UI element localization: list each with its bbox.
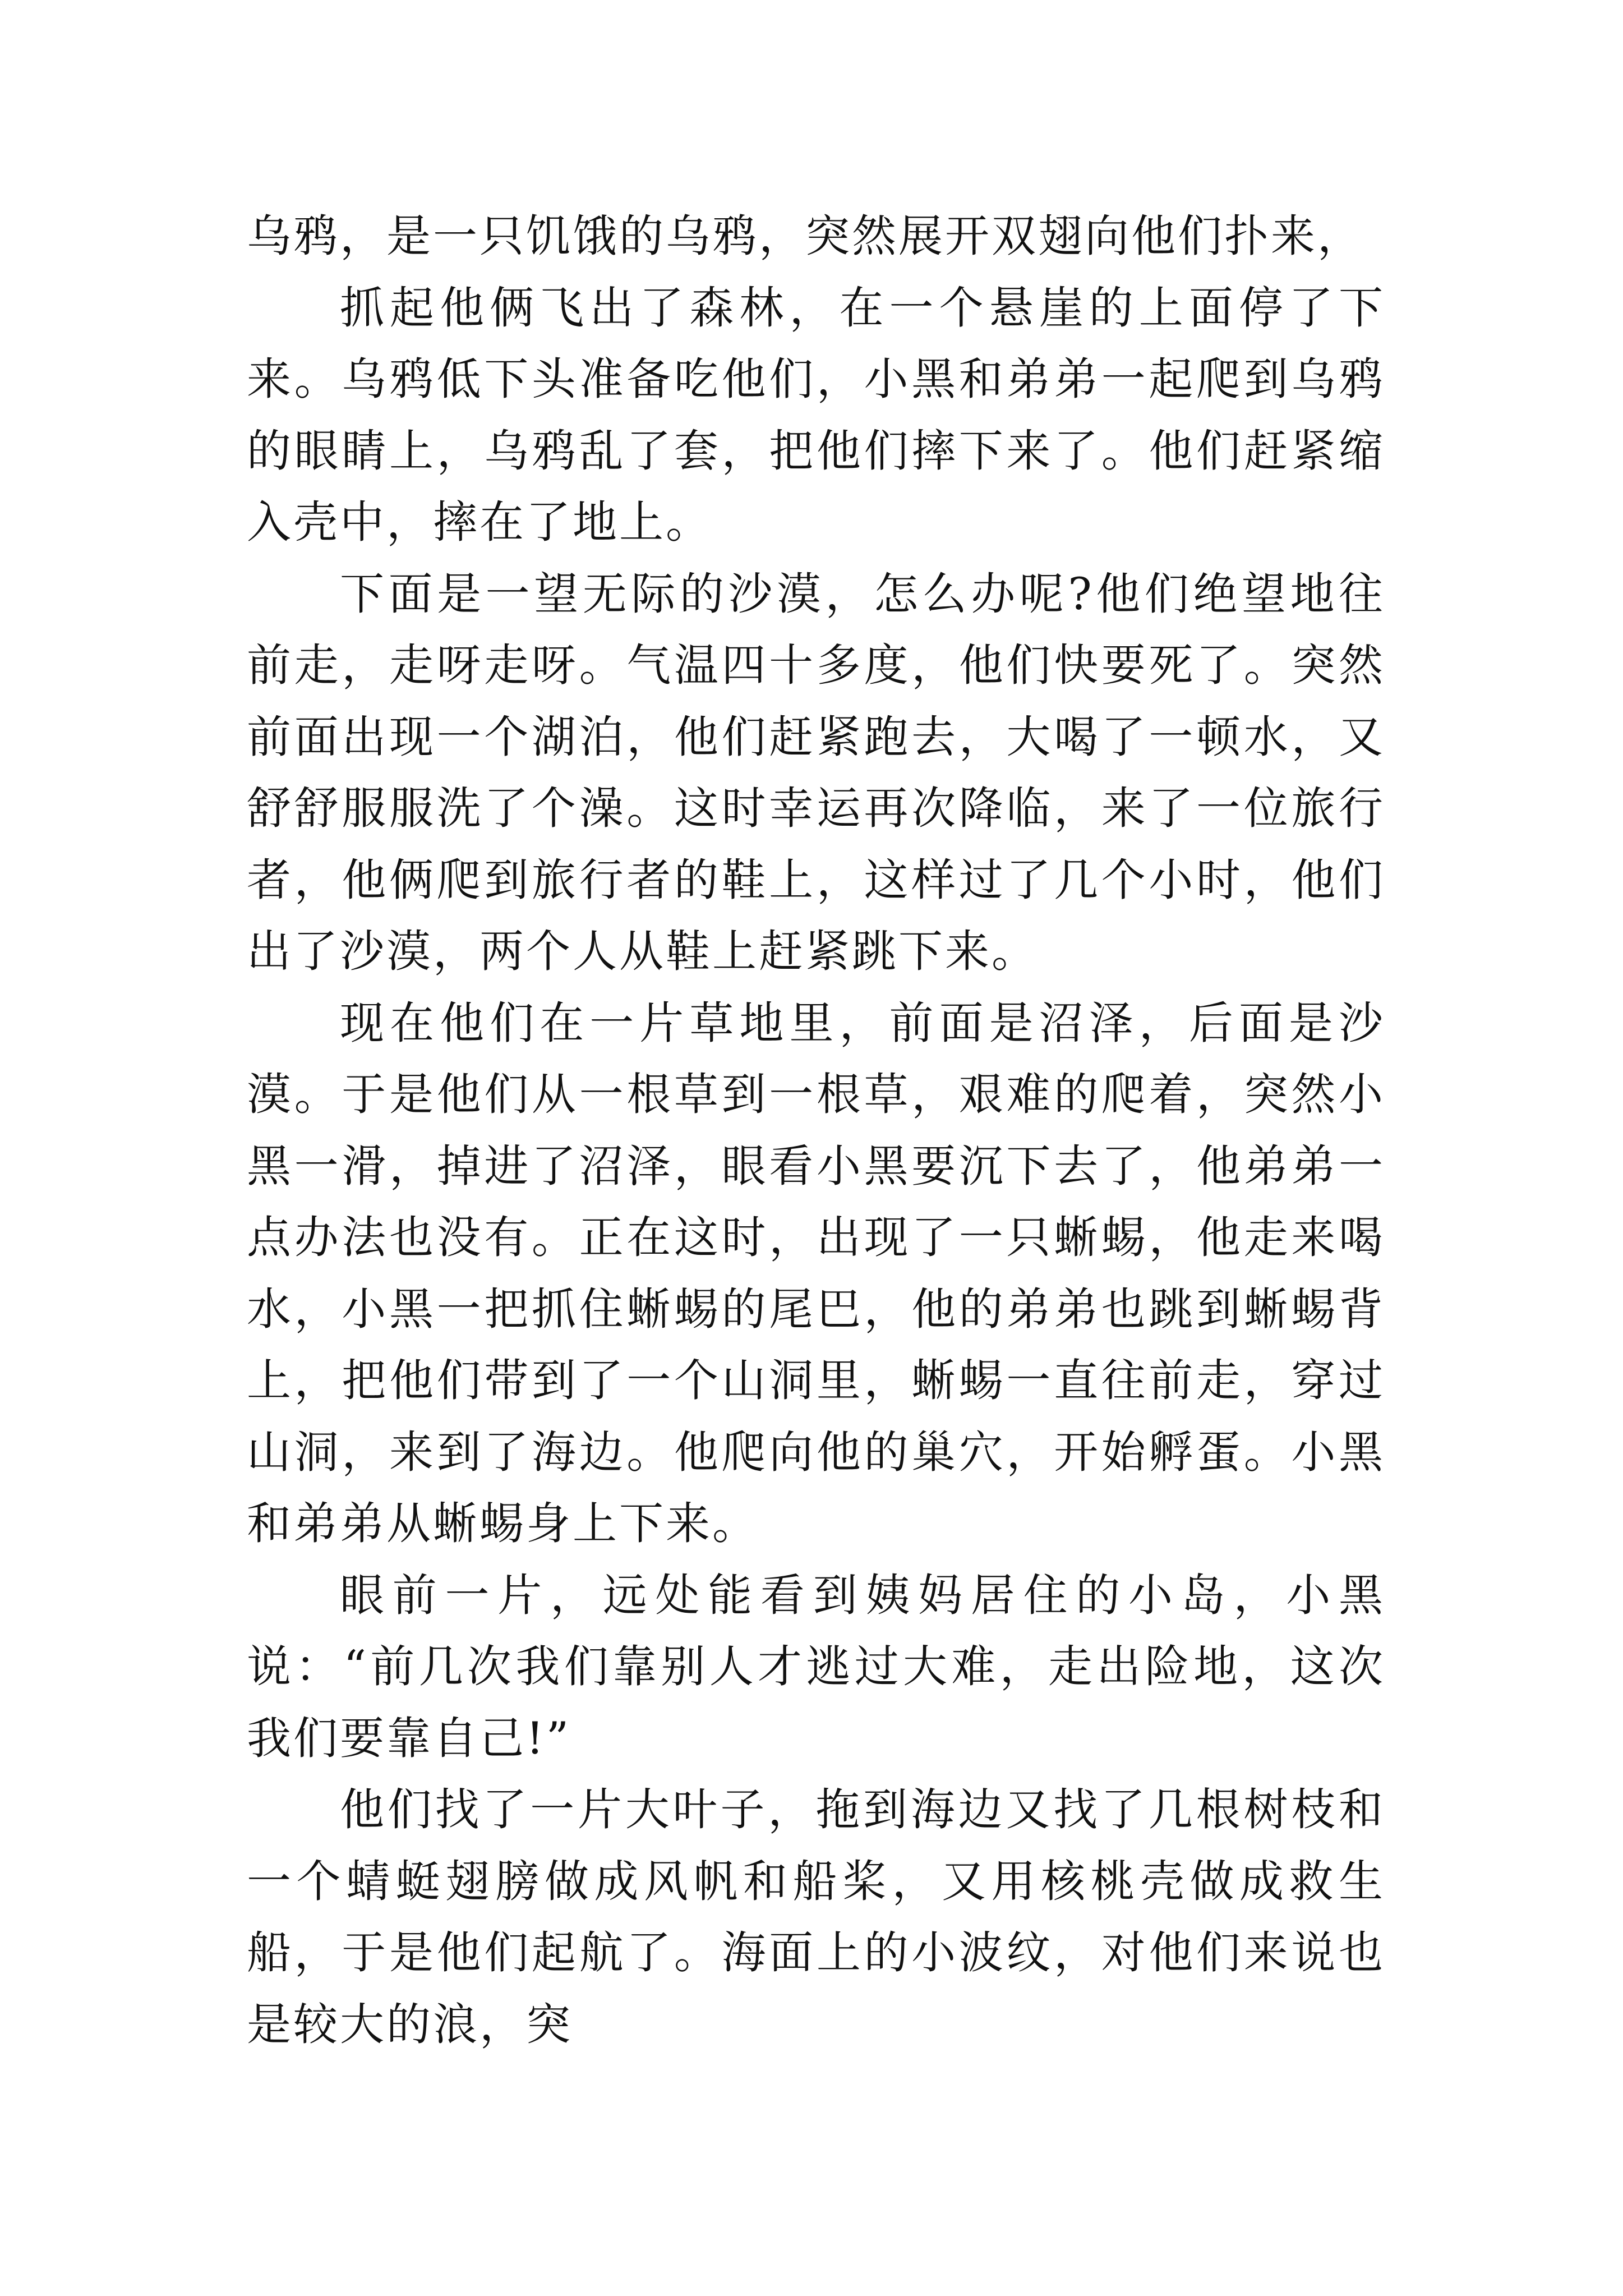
paragraph-4: 现在他们在一片草地里，前面是沼泽，后面是沙漠。于是他们从一根草到一根草，艰难的爬着，突然小黑一滑，掉进了沼泽，眼看小黑要沉下去了，他弟弟一点办法也没有。正在这时，出现了一只蜥蜴，他走来喝水，小黑一把抓住蜥蜴的尾巴，他的弟弟也跳到蜥蜴背上，把他们带到了一个山洞里，蜥蜴一直往前走，穿过山洞，来到了海边。他爬向他的巢穴，开始孵蛋。小黑和弟弟从蜥蜴身上下来。 (247, 997, 1385, 1549)
paragraph-5: 眼前一片，远处能看到姨妈居住的小岛，小黑说：“前几次我们靠别人才逃过大难，走出险地，这次我们要靠自己!” (247, 1569, 1385, 1764)
paragraph-1: 乌鸦，是一只饥饿的乌鸦，突然展开双翅向他们扑来， (247, 210, 1364, 262)
paragraph-3: 下面是一望无际的沙漠，怎么办呢?他们绝望地往前走，走呀走呀。气温四十多度，他们快要死了。突然前面出现一个湖泊，他们赶紧跑去，大喝了一顿水，又舒舒服服洗了个澡。这时幸运再次降临，来了一位旅行者，他俩爬到旅行者的鞋上，这样过了几个小时，他们出了沙漠，两个人从鞋上赶紧跳下来。 (247, 568, 1385, 977)
paragraph-6: 他们找了一片大叶子，拖到海边又找了几根树枝和一个蜻蜓翅膀做成风帆和船桨，又用核桃壳做成救生船，于是他们起航了。海面上的小波纹，对他们来说也是较大的浪，突 (247, 1784, 1385, 2050)
document-body (247, 201, 1385, 2060)
paragraph-2: 抓起他俩飞出了森林，在一个悬崖的上面停了下来。乌鸦低下头准备吃他们，小黑和弟弟一起爬到乌鸦的眼睛上，乌鸦乱了套，把他们摔下来了。他们赶紧缩入壳中，摔在了地上。 (247, 282, 1385, 548)
